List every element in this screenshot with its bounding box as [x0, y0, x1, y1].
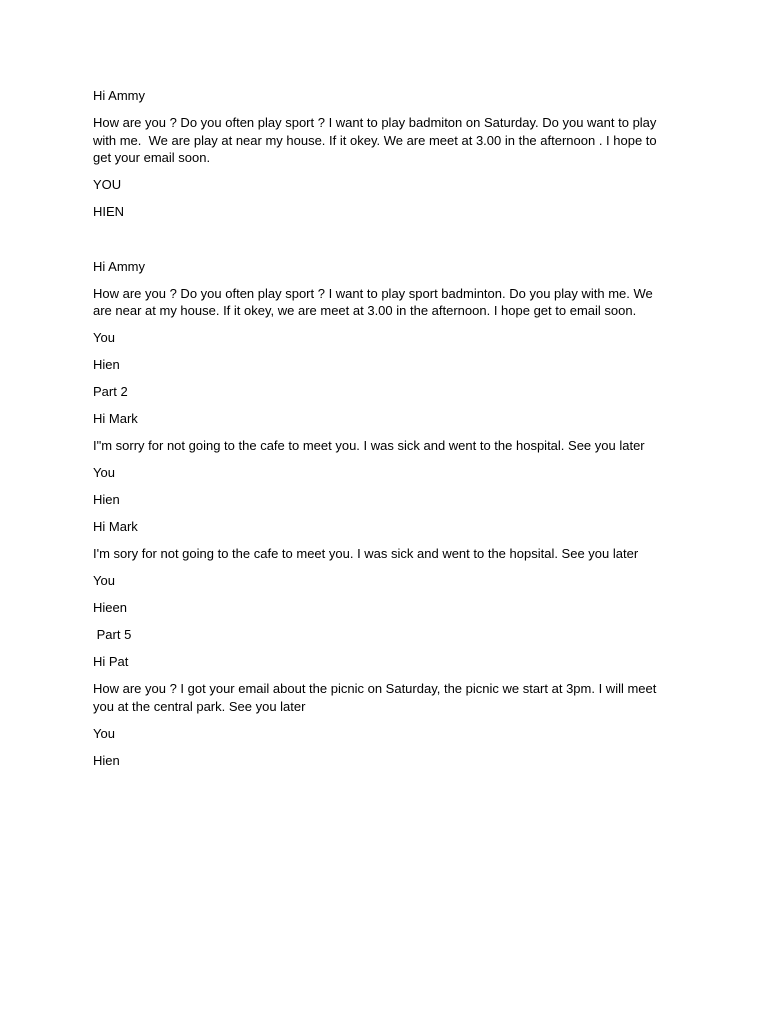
- section-heading: Part 2: [93, 384, 128, 399]
- signature: Hieen: [93, 600, 127, 615]
- body-paragraph: I'm sory for not going to the cafe to meet you. I was sick and went to the hopsital. See you later: [93, 546, 639, 561]
- signoff: You: [93, 573, 115, 588]
- body-paragraph: I"m sorry for not going to the cafe to meet you. I was sick and went to the hospital. See you later: [93, 438, 645, 453]
- body-paragraph: How are you ? Do you often play sport ? I want to play badmiton on Saturday. Do you want to play with me. We are play at near my house. If it okey. We are meet at 3.00 in the afternoon . I hope to get your email soon.: [93, 115, 661, 165]
- signature: Hien: [93, 357, 120, 372]
- greeting: Hi Mark: [93, 519, 138, 534]
- signoff: You: [93, 725, 115, 741]
- signature: Hien: [93, 752, 120, 768]
- signature: HIEN: [93, 204, 125, 219]
- greeting: Hi Pat: [93, 654, 129, 669]
- signoff: YOU: [93, 177, 122, 192]
- document-page: [93, 87, 668, 779]
- greeting: Hi Mark: [93, 411, 138, 426]
- greeting: Hi Ammy: [93, 258, 145, 274]
- body-paragraph: How are you ? Do you often play sport ? I want to play sport badminton. Do you play with me. We are near at my house. If it okey, we are meet at 3.00 in the afternoon. I hope get to email soon.: [93, 285, 657, 318]
- section-heading: Part 5: [93, 627, 132, 642]
- body-paragraph: How are you ? I got your email about the picnic on Saturday, the picnic we start at 3pm. I will meet you at the central park. See you later: [93, 681, 660, 714]
- signoff: You: [93, 465, 115, 480]
- greeting: Hi Ammy: [93, 88, 145, 103]
- signoff: You: [93, 330, 115, 345]
- signature: Hien: [93, 492, 120, 507]
